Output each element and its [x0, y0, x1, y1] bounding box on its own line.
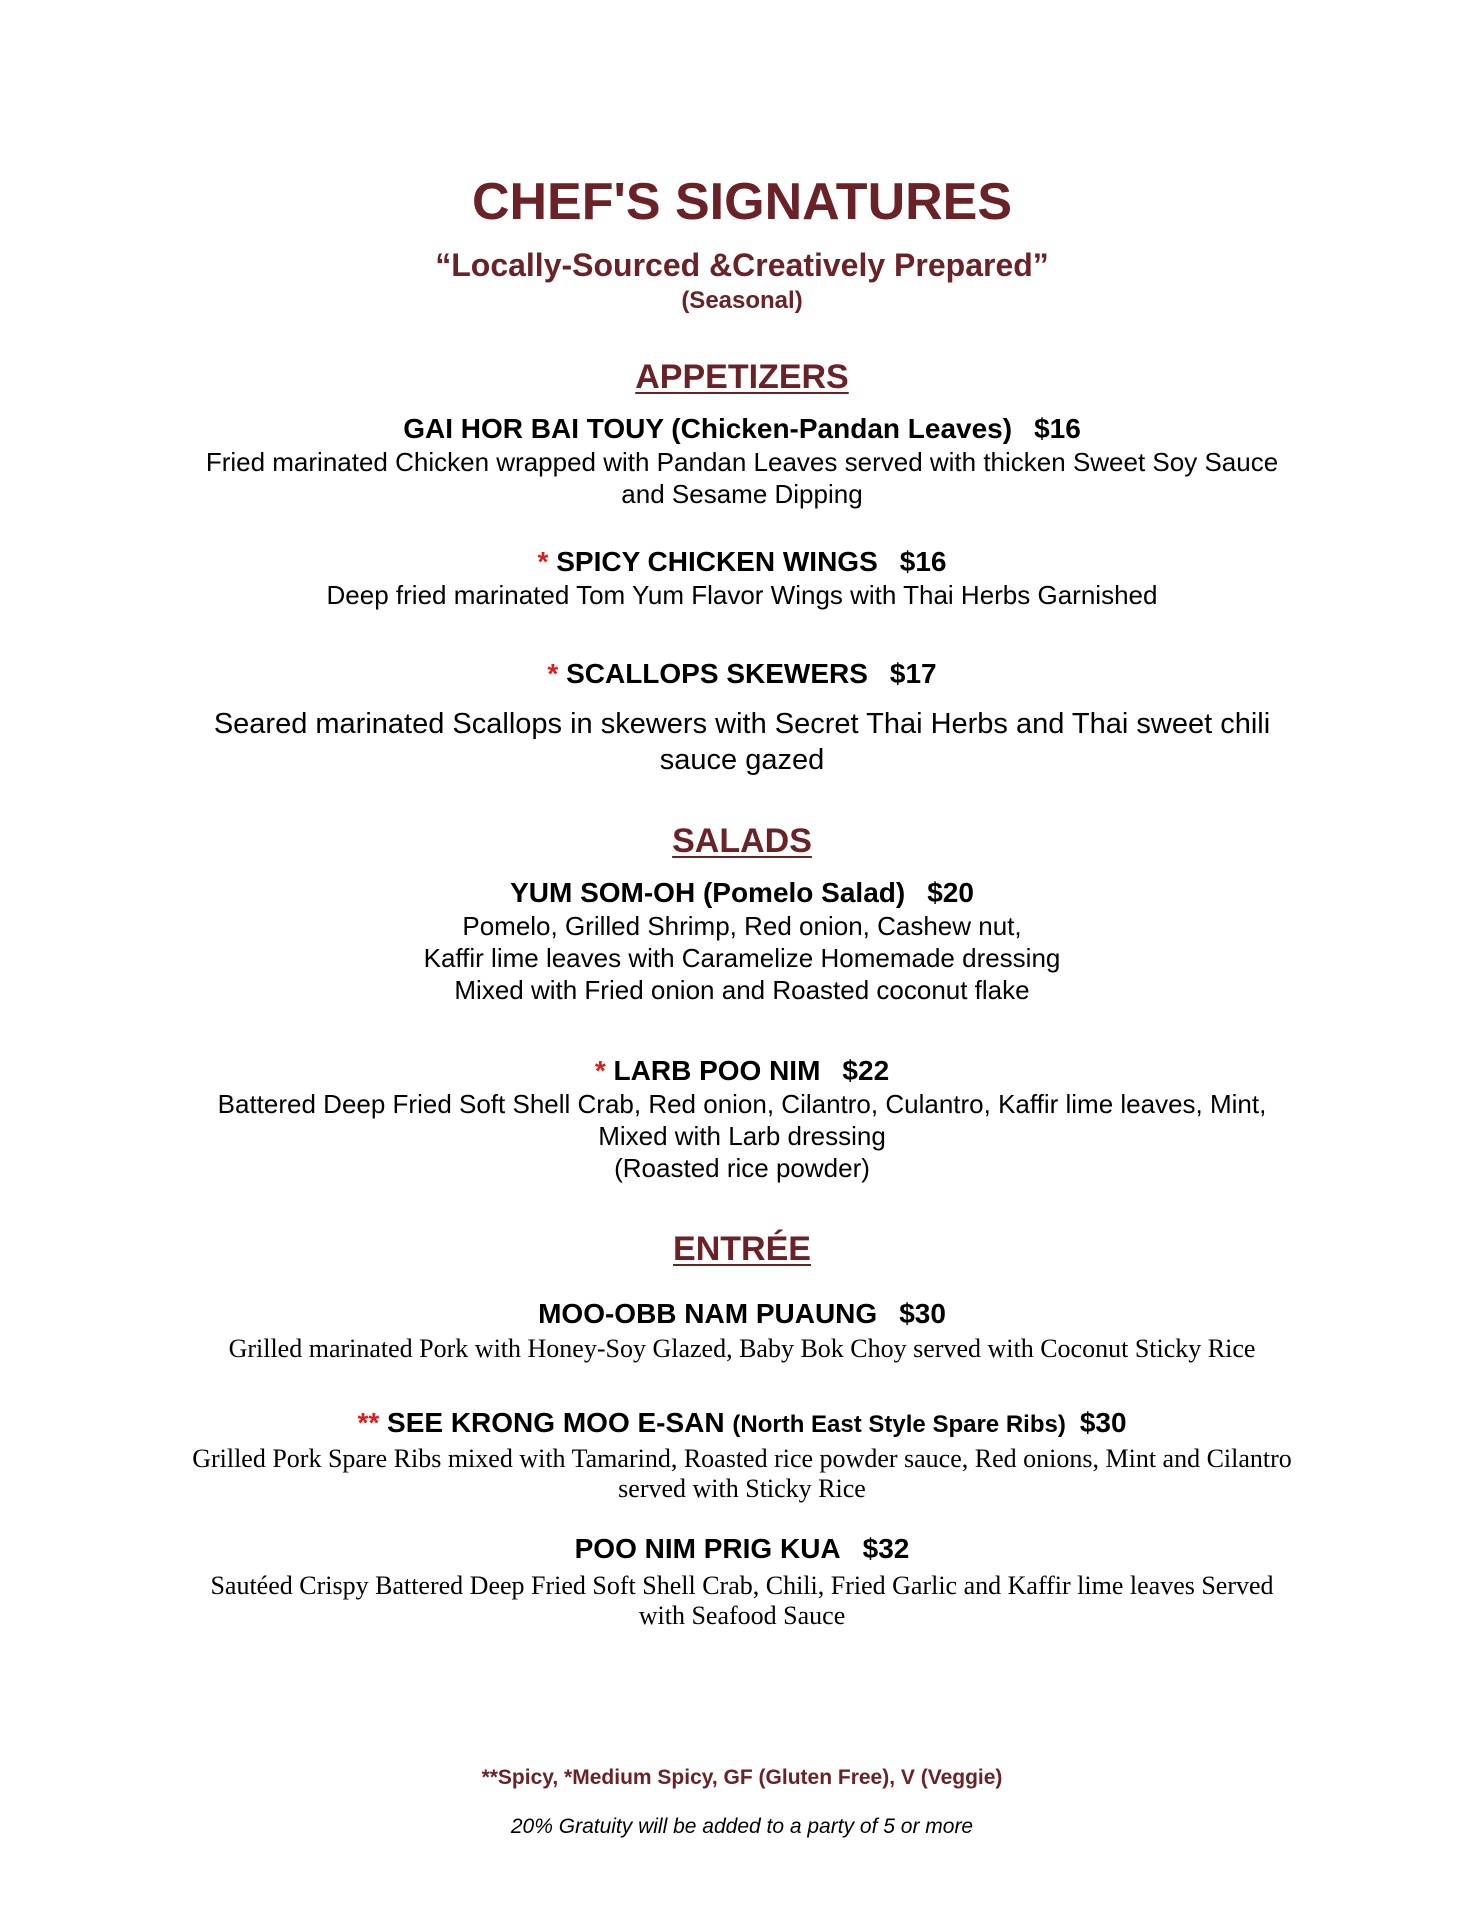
dish-name: SPICY CHICKEN WINGS	[556, 546, 878, 577]
dish-description: and Sesame Dipping	[621, 479, 863, 509]
dish-price: $16	[899, 546, 947, 577]
section-heading-entree: ENTRÉE	[673, 1230, 811, 1268]
dish-description: Mixed with Fried onion and Roasted coconut flake	[454, 975, 1030, 1005]
dish-title	[0, 545, 1484, 579]
dish-description: served with Sticky Rice	[618, 1474, 866, 1503]
dish-name-subtitle: (North East Style Spare Ribs)	[732, 1411, 1066, 1438]
dish-description: with Seafood Sauce	[638, 1601, 846, 1630]
dish-title	[0, 657, 1484, 691]
menu-tagline: “Locally-Sourced &Creatively Prepared”	[435, 247, 1049, 283]
dish-description: Mixed with Larb dressing	[598, 1121, 886, 1151]
dish-price: $20	[927, 877, 974, 908]
dish-name: MOO-OBB NAM PUAUNG	[538, 1298, 878, 1329]
spice-marker: *	[537, 546, 549, 577]
dish-title	[0, 876, 1484, 910]
gratuity-note: 20% Gratuity will be added to a party of 5 or more	[510, 1815, 974, 1838]
spice-marker: *	[547, 658, 559, 689]
spice-marker: *	[594, 1055, 606, 1086]
dish-description: Pomelo, Grilled Shrimp, Red onion, Cashew nut,	[462, 911, 1022, 941]
dish-description: Deep fried marinated Tom Yum Flavor Wings with Thai Herbs Garnished	[326, 580, 1158, 610]
dish-description: sauce gazed	[659, 744, 825, 776]
dish-price: $16	[1034, 413, 1081, 444]
dish-price: $22	[842, 1055, 890, 1086]
dish-name: LARB POO NIM	[613, 1055, 821, 1086]
dish-price: $30	[899, 1298, 946, 1329]
dish-name: POO NIM PRIG KUA	[574, 1533, 841, 1564]
dish-description: (Roasted rice powder)	[614, 1153, 870, 1183]
dish-description: Battered Deep Fried Soft Shell Crab, Red onion, Cilantro, Culantro, Kaffir lime leaves, Mint,	[217, 1089, 1267, 1119]
dish-title	[0, 412, 1484, 446]
dish-name: SCALLOPS SKEWERS	[566, 658, 868, 689]
dish-name: YUM SOM-OH (Pomelo Salad)	[510, 877, 906, 908]
dish-price: $30	[1079, 1407, 1127, 1438]
dish-name: SEE KRONG MOO E-SAN	[387, 1407, 725, 1438]
dish-description: Fried marinated Chicken wrapped with Pandan Leaves served with thicken Sweet Soy Sauce	[205, 447, 1279, 477]
dish-name: GAI HOR BAI TOUY (Chicken-Pandan Leaves)	[403, 413, 1013, 444]
dish-description: Kaffir lime leaves with Caramelize Homemade dressing	[423, 943, 1061, 973]
dish-title	[0, 1297, 1484, 1331]
dish-title	[0, 1406, 1484, 1442]
dish-price: $17	[889, 658, 937, 689]
section-heading-salads: SALADS	[672, 822, 812, 860]
dish-description: Grilled Pork Spare Ribs mixed with Tamarind, Roasted rice powder sauce, Red onions, Mint and Cilantro	[192, 1444, 1292, 1473]
dish-price: $32	[862, 1533, 910, 1564]
section-heading-appetizers: APPETIZERS	[635, 358, 849, 396]
dish-description: Grilled marinated Pork with Honey-Soy Glazed, Baby Bok Choy served with Coconut Sticky Rice	[228, 1334, 1256, 1363]
seasonal-note: (Seasonal)	[681, 287, 803, 314]
dish-title	[0, 1054, 1484, 1088]
dish-description: Seared marinated Scallops in skewers with Secret Thai Herbs and Thai sweet chili	[213, 708, 1271, 740]
spice-marker: **	[357, 1407, 380, 1438]
dish-title	[0, 1532, 1484, 1566]
dish-description: Sautéed Crispy Battered Deep Fried Soft Shell Crab, Chili, Fried Garlic and Kaffir lime leaves Served	[210, 1571, 1274, 1600]
menu-title: CHEF'S SIGNATURES	[471, 173, 1013, 231]
spice-legend: **Spicy, *Medium Spicy, GF (Gluten Free), V (Veggie)	[481, 1766, 1003, 1789]
